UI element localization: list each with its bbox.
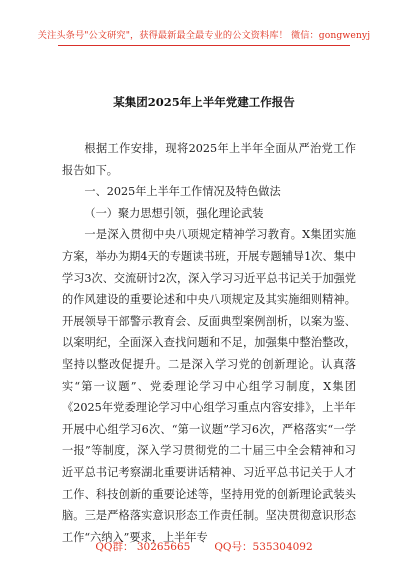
intro-paragraph: 根据工作安排，现将2025年上半年全面从严治党工作报告如下。 — [62, 142, 356, 177]
section-heading: 一、2025年上半年工作情况及特色做法 — [84, 185, 281, 199]
footer-contacts — [0, 539, 408, 554]
body-paragraph: 一是深入贯彻中央八项规定精神学习教育。X集团实施方案，举办为期4天的专题读书班，开展专题辅导1次、集中学习3次、交流研讨2次，深入学习习近平总书记关于加强党的作风建设的重要论述和中央八项规定及其实施细则精神。开展领导干部警示教育会、反面典型案例剖析，以案为鉴、以案明纪，全面深入查找问题和不足，加强集中整治整改，坚持以整改促提升。二是深入学习党的创新理论。认真落实“第一议题”、党委理论学习中心组学习制度，X集团《2025年党委理论学习中心组学习重点内容安排》，上半年开展中心组学习6次、“第一议题”学习6次，严格落实“一学一报”等制度，深入学习贯彻党的二十届三中全会精神和习近平总书记考察湖北重要讲话精神、习近平总书记关于人才工作、科技创新的重要论述等，坚持用党的创新理论武装头脑。三是严格落实意识形态工作责任制。坚决贯彻意识形态工作“六纳入”要求，上半年专 — [62, 228, 356, 544]
footer-qq-number: QQ号：535304092 — [214, 541, 313, 553]
header-banner: 关注头条号"公文研究"，获得最新最全最专业的公文资料库！ 微信：gongwenyj — [37, 30, 371, 41]
document-body — [62, 138, 356, 548]
subsection-heading: （一）聚力思想引领，强化理论武装 — [84, 206, 264, 220]
document-title: 某集团2025年上半年党建工作报告 — [113, 95, 295, 109]
footer-qq-group: QQ群： 30265665 — [95, 541, 191, 553]
header-divider — [58, 45, 350, 46]
